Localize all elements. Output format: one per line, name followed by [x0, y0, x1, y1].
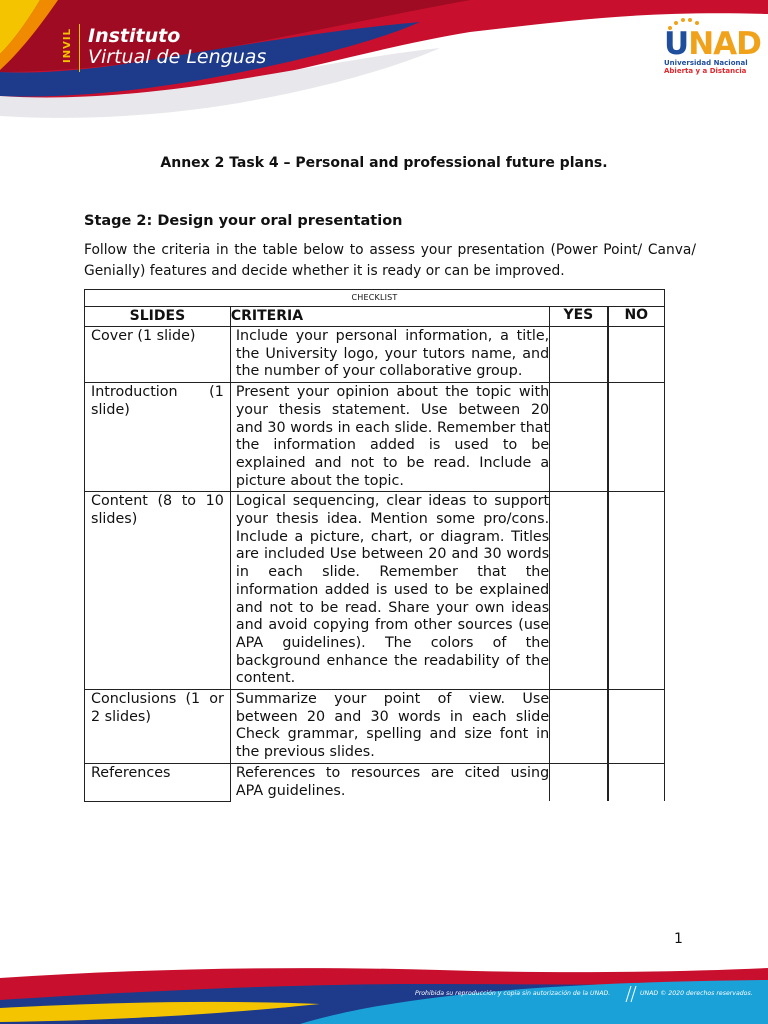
no-cell[interactable]	[608, 763, 665, 801]
header-no: NO	[608, 307, 665, 327]
footer-copyright: UNAD © 2020 derechos reservados.	[640, 990, 753, 997]
slide-cell: Cover (1 slide)	[85, 327, 231, 383]
unad-logo-u: U	[664, 26, 689, 62]
yes-cell[interactable]	[550, 690, 608, 764]
table-row	[85, 492, 665, 690]
checklist-caption: CHECKLIST	[85, 290, 665, 307]
unad-logo-subtitle-1: Universidad Nacional	[664, 59, 748, 67]
footer-band	[0, 964, 768, 1024]
table-row	[85, 383, 665, 492]
institute-tag-text: INVIL	[61, 28, 73, 63]
slide-cell: References	[85, 763, 231, 801]
institute-name-line1: Instituto	[88, 25, 181, 47]
institute-tag	[61, 24, 80, 72]
criteria-cell: Summarize your point of view. Use between 20 and 30 words in each slide Check grammar, spelling and size font in the previous slides.	[230, 690, 549, 764]
slide-cell: Introduction (1 slide)	[85, 383, 231, 492]
table-row	[85, 763, 665, 801]
table-row	[85, 327, 665, 383]
unad-logo-subtitle-2: Abierta y a Distancia	[664, 67, 747, 75]
no-cell[interactable]	[608, 383, 665, 492]
yes-cell[interactable]	[550, 383, 608, 492]
criteria-cell: Present your opinion about the topic with your thesis statement. Use between 20 and 30 words in each slide. Remember that the information added is used to be explained and not to be read. Include a picture about the topic.	[230, 383, 549, 492]
criteria-cell: Include your personal information, a title, the University logo, your tutors name, and the number of your collaborative group.	[230, 327, 549, 383]
page-number: 1	[674, 931, 683, 947]
slide-cell: Content (8 to 10 slides)	[85, 492, 231, 690]
yes-cell[interactable]	[550, 492, 608, 690]
no-cell[interactable]	[608, 327, 665, 383]
yes-cell[interactable]	[550, 763, 608, 801]
no-cell[interactable]	[608, 492, 665, 690]
no-cell[interactable]	[608, 690, 665, 764]
criteria-cell: Logical sequencing, clear ideas to support your thesis idea. Mention some pro/cons. Include a picture, chart, or diagram. Titles are included Use between 20 and 30 words in each slide. Remember that the information added is used to be explained and not to be read. Share your own ideas and avoid copying from other sources (use APA guidelines). The colors of the background enhance the readability of the content.	[230, 492, 549, 690]
document-title: Annex 2 Task 4 – Personal and professional future plans.	[160, 155, 608, 171]
header-band	[0, 0, 768, 135]
criteria-cell: References to resources are cited using APA guidelines.	[230, 763, 549, 801]
institute-name-line2: Virtual de Lenguas	[88, 46, 267, 68]
checklist-header-row	[85, 307, 665, 327]
table-row	[85, 690, 665, 764]
unad-logo-wordmark	[664, 26, 761, 62]
header-yes: YES	[550, 307, 608, 327]
unad-logo-nad: NAD	[688, 26, 761, 62]
slide-cell: Conclusions (1 or 2 slides)	[85, 690, 231, 764]
header-criteria: CRITERIA	[230, 307, 549, 327]
header-slides: SLIDES	[85, 307, 231, 327]
checklist-table	[84, 289, 665, 802]
unad-logo	[660, 16, 761, 80]
yes-cell[interactable]	[550, 327, 608, 383]
footer-notice: Prohibida su reproducción y copia sin autorización de la UNAD.	[415, 990, 611, 997]
stage-heading: Stage 2: Design your oral presentation	[84, 213, 403, 229]
intro-paragraph: Follow the criteria in the table below to assess your presentation (Power Point/ Canva/ Genially) features and decide whether it is ready or can be improved.	[84, 242, 696, 279]
